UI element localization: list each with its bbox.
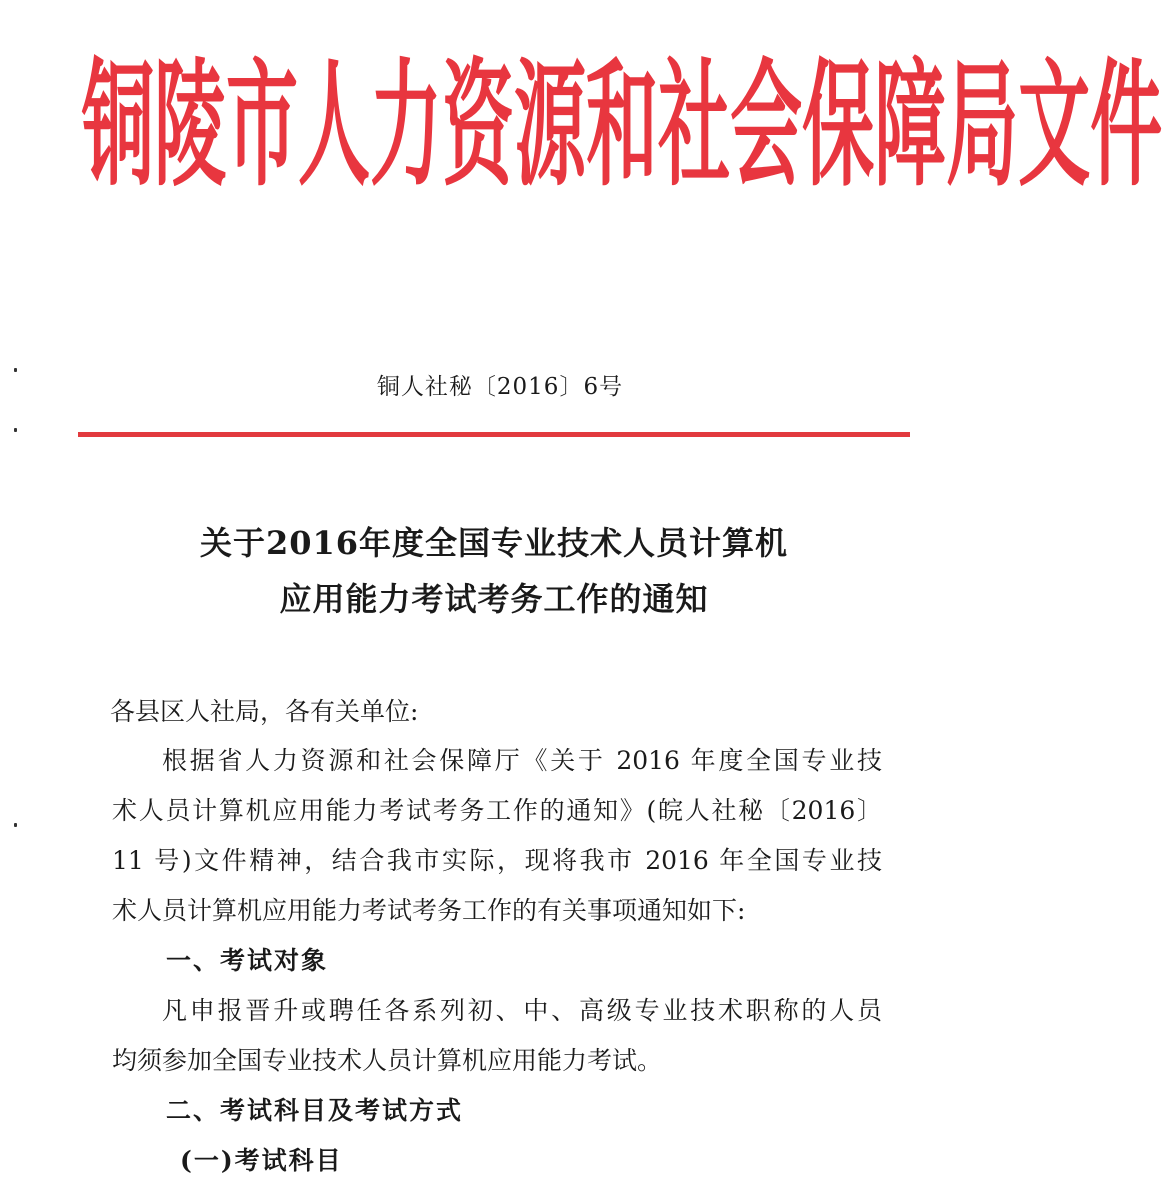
scan-dot [14, 823, 17, 827]
header-title-char: 铜 [82, 45, 155, 205]
header-title-char: 和 [586, 45, 659, 205]
intro-line-3: 11 号)文件精神，结合我市实际，现将我市 2016 年全国专业技 [112, 846, 882, 875]
section-2-subheading: (一)考试科目 [180, 1146, 343, 1175]
section-2-heading: 二、考试科目及考试方式 [166, 1096, 464, 1125]
header-title-char: 力 [370, 45, 443, 205]
intro-line-1: 根据省人力资源和社会保障厅《关于 2016 年度全国专业技 [162, 746, 882, 775]
header-title-char: 障 [874, 45, 947, 205]
intro-line-4: 术人员计算机应用能力考试考务工作的有关事项通知如下: [112, 896, 746, 925]
red-divider-line [78, 432, 910, 437]
header-title-char: 局 [946, 45, 1019, 205]
header-title-char: 市 [226, 45, 299, 205]
notice-title-line-1: 关于2016年度全国专业技术人员计算机 [199, 524, 789, 562]
header-title-char: 会 [730, 45, 803, 205]
scan-dot [14, 428, 17, 432]
salutation: 各县区人社局，各有关单位: [110, 697, 419, 726]
header-title-char: 陵 [154, 45, 227, 205]
notice-title-line-2: 应用能力考试考务工作的通知 [279, 580, 709, 618]
header-title-char: 社 [658, 45, 731, 205]
section-1-line-1: 凡申报晋升或聘任各系列初、中、高级专业技术职称的人员 [162, 996, 882, 1025]
header-title-char: 人 [298, 45, 371, 205]
section-1-heading: 一、考试对象 [166, 946, 329, 975]
header-title-char: 文 [1018, 45, 1091, 205]
section-1-line-2: 均须参加全国专业技术人员计算机应用能力考试。 [112, 1046, 663, 1075]
header-title-char: 源 [514, 45, 587, 205]
document-header-title [82, 40, 1162, 210]
scan-dot [14, 368, 17, 372]
header-title-char: 保 [802, 45, 875, 205]
header-title-char: 件 [1090, 45, 1162, 205]
document-number: 铜人社秘〔2016〕6号 [376, 374, 624, 400]
header-title-char: 资 [442, 45, 515, 205]
intro-line-2: 术人员计算机应用能力考试考务工作的通知》(皖人社秘〔2016〕 [112, 796, 882, 825]
